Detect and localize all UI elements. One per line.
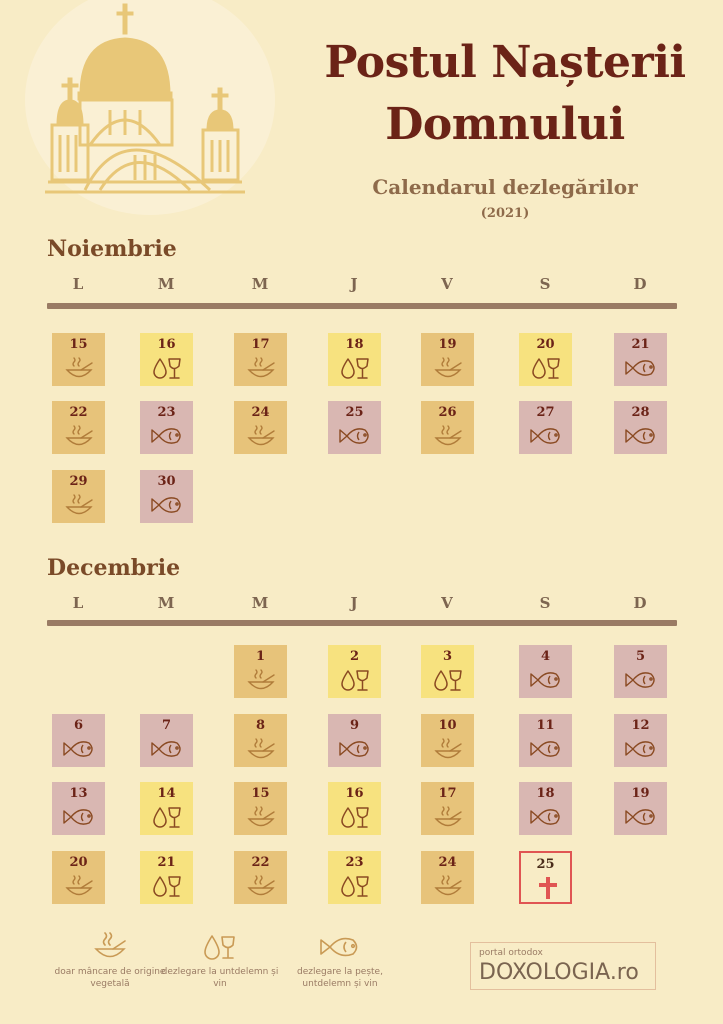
bowl-icon: [62, 423, 96, 449]
day-cell[interactable]: [52, 333, 105, 386]
legend-vegetal-text: doar mâncare de origine vegetală: [54, 967, 166, 989]
bowl-icon: [431, 873, 465, 899]
bowl-icon: [62, 355, 96, 381]
day-number: 13: [69, 786, 88, 801]
logo-big-text: DOXOLOGIA.ro: [479, 960, 639, 985]
day-number: 23: [157, 405, 176, 420]
bowl-icon: [62, 873, 96, 899]
day-number: 23: [345, 855, 364, 870]
month-title-1: Decembrie: [47, 555, 181, 581]
bowl-icon: [431, 423, 465, 449]
weekday-header: L: [72, 275, 84, 293]
fish-icon: [150, 492, 184, 518]
legend-ulei-vin: [160, 932, 280, 990]
day-number: 25: [345, 405, 364, 420]
day-cell[interactable]: [140, 470, 193, 523]
fish-icon: [529, 667, 563, 693]
month-title-0: Noiembrie: [47, 236, 177, 262]
fish-icon: [624, 736, 658, 762]
day-cell[interactable]: [519, 401, 572, 454]
day-cell[interactable]: [421, 714, 474, 767]
bowl-icon: [62, 492, 96, 518]
subtitle: Calendarul dezlegărilor: [372, 175, 638, 199]
day-number: 22: [251, 855, 270, 870]
day-cell[interactable]: [234, 714, 287, 767]
day-number: 22: [69, 405, 88, 420]
day-number: 6: [73, 718, 84, 733]
bowl-icon: [244, 873, 278, 899]
day-number: 9: [349, 718, 360, 733]
day-number: 12: [631, 718, 650, 733]
day-cell[interactable]: [234, 851, 287, 904]
day-cell[interactable]: [519, 645, 572, 698]
day-number: 15: [251, 786, 270, 801]
day-cell[interactable]: [234, 645, 287, 698]
cross-icon: [531, 875, 565, 901]
day-number: 26: [438, 405, 457, 420]
fish-icon: [529, 804, 563, 830]
legend-peste: [280, 932, 400, 990]
title-line-1: Postul Nașterii: [324, 37, 686, 88]
day-cell[interactable]: [52, 470, 105, 523]
bowl-icon: [90, 932, 130, 962]
day-cell[interactable]: [234, 782, 287, 835]
bowl-icon: [244, 355, 278, 381]
church-icon: [0, 0, 290, 215]
fish-icon: [624, 804, 658, 830]
day-number: 14: [157, 786, 176, 801]
bowl-icon: [431, 736, 465, 762]
day-number: 17: [251, 337, 270, 352]
day-number: 20: [536, 337, 555, 352]
oil-wine-icon: [150, 355, 184, 381]
fish-icon: [624, 355, 658, 381]
legend-peste-text: dezlegare la pește, untdelemn și vin: [297, 967, 383, 989]
legend-vegetal: [50, 932, 170, 990]
day-number: 4: [540, 649, 551, 664]
fish-icon: [338, 736, 372, 762]
day-cell[interactable]: [519, 333, 572, 386]
day-number: 28: [631, 405, 650, 420]
oil-wine-icon: [200, 932, 240, 962]
doxologia-logo[interactable]: [470, 942, 656, 990]
day-cell[interactable]: [328, 645, 381, 698]
oil-wine-icon: [150, 804, 184, 830]
fish-icon: [150, 423, 184, 449]
oil-wine-icon: [431, 667, 465, 693]
day-cell[interactable]: [421, 645, 474, 698]
church-illustration: [0, 0, 290, 215]
day-number: 19: [438, 337, 457, 352]
fish-icon: [318, 932, 362, 962]
day-number: 1: [255, 649, 266, 664]
day-cell[interactable]: [614, 401, 667, 454]
bowl-icon: [431, 804, 465, 830]
day-cell[interactable]: [421, 782, 474, 835]
day-number: 16: [157, 337, 176, 352]
fish-icon: [150, 736, 184, 762]
day-number: 30: [157, 474, 176, 489]
day-cell[interactable]: [421, 333, 474, 386]
day-cell[interactable]: [234, 333, 287, 386]
oil-wine-icon: [338, 804, 372, 830]
day-cell[interactable]: [52, 851, 105, 904]
day-number: 18: [536, 786, 555, 801]
day-cell[interactable]: [421, 401, 474, 454]
day-cell[interactable]: [140, 714, 193, 767]
weekday-header: M: [157, 594, 175, 612]
day-number: 5: [635, 649, 646, 664]
bowl-icon: [431, 355, 465, 381]
legend-ulei-vin-text: dezlegare la untdelemn și vin: [161, 967, 279, 989]
bowl-icon: [244, 804, 278, 830]
day-cell[interactable]: [140, 333, 193, 386]
day-number: 29: [69, 474, 88, 489]
day-number: 27: [536, 405, 555, 420]
day-number: 3: [442, 649, 453, 664]
day-cell[interactable]: [519, 714, 572, 767]
day-cell[interactable]: [52, 782, 105, 835]
day-cell[interactable]: [328, 714, 381, 767]
day-number: 10: [438, 718, 457, 733]
weekday-header: L: [72, 594, 84, 612]
day-number: 25: [536, 857, 555, 872]
day-number: 21: [631, 337, 650, 352]
day-cell[interactable]: [328, 333, 381, 386]
day-number: 24: [251, 405, 270, 420]
day-number: 11: [536, 718, 555, 733]
day-cell[interactable]: [614, 645, 667, 698]
day-cell[interactable]: [52, 401, 105, 454]
day-cell[interactable]: [519, 782, 572, 835]
oil-wine-icon: [338, 667, 372, 693]
day-cell[interactable]: [328, 401, 381, 454]
day-number: 17: [438, 786, 457, 801]
day-number: 2: [349, 649, 360, 664]
day-number: 18: [345, 337, 364, 352]
fish-icon: [62, 736, 96, 762]
day-cell[interactable]: [614, 782, 667, 835]
day-cell[interactable]: [519, 851, 572, 904]
day-cell[interactable]: [234, 401, 287, 454]
fish-icon: [624, 667, 658, 693]
weekday-header: V: [441, 594, 453, 612]
day-number: 19: [631, 786, 650, 801]
weekday-header: M: [251, 275, 269, 293]
oil-wine-icon: [338, 355, 372, 381]
day-cell[interactable]: [421, 851, 474, 904]
bowl-icon: [244, 667, 278, 693]
day-cell[interactable]: [52, 714, 105, 767]
fish-icon: [338, 423, 372, 449]
weekday-header: J: [350, 594, 358, 612]
year-label: (2021): [480, 206, 530, 221]
weekday-header: D: [633, 275, 647, 293]
day-cell[interactable]: [140, 401, 193, 454]
title-line-2: Domnului: [385, 99, 625, 150]
weekday-header: V: [441, 275, 453, 293]
month-divider: [47, 303, 677, 309]
day-cell[interactable]: [140, 782, 193, 835]
month-divider: [47, 620, 677, 626]
fish-icon: [529, 736, 563, 762]
fish-icon: [62, 804, 96, 830]
day-number: 7: [161, 718, 172, 733]
day-number: 16: [345, 786, 364, 801]
day-number: 8: [255, 718, 266, 733]
page-title: [305, 32, 705, 156]
bowl-icon: [244, 423, 278, 449]
day-cell[interactable]: [614, 714, 667, 767]
weekday-header: M: [157, 275, 175, 293]
oil-wine-icon: [529, 355, 563, 381]
fish-icon: [529, 423, 563, 449]
day-number: 20: [69, 855, 88, 870]
day-number: 21: [157, 855, 176, 870]
oil-wine-icon: [150, 873, 184, 899]
weekday-header: S: [539, 594, 551, 612]
day-cell[interactable]: [328, 851, 381, 904]
day-number: 15: [69, 337, 88, 352]
day-cell[interactable]: [614, 333, 667, 386]
logo-small-text: portal ortodox: [479, 948, 543, 958]
weekday-header: J: [350, 275, 358, 293]
weekday-header: D: [633, 594, 647, 612]
bowl-icon: [244, 736, 278, 762]
fish-icon: [624, 423, 658, 449]
weekday-header: M: [251, 594, 269, 612]
day-cell[interactable]: [140, 851, 193, 904]
day-cell[interactable]: [328, 782, 381, 835]
day-number: 24: [438, 855, 457, 870]
weekday-header: S: [539, 275, 551, 293]
oil-wine-icon: [338, 873, 372, 899]
